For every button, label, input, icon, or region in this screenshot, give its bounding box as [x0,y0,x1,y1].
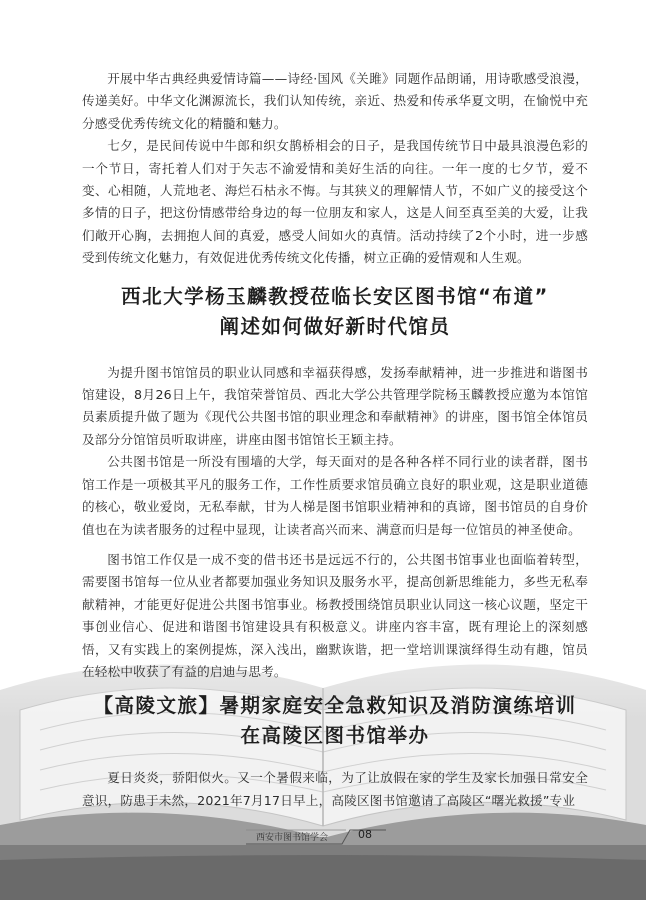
headline-line: 在高陵区图书馆举办 [240,724,430,748]
publisher-name: 西安市图书馆学会 [256,833,329,843]
headline-line: 西北大学杨玉麟教授莅临长安区图书馆“布道” [121,284,549,308]
article-column [82,68,588,812]
article-headline [82,691,588,751]
paragraph-gap [82,541,588,549]
body-paragraph: 七夕，是民间传说中牛郎和织女鹊桥相会的日子，是我国传统节日中最具浪漫色彩的一个节日，寄托着人们对于矢志不渝爱情和美好生活的向往。一年一度的七夕节，爱不变、心相随，人荒地老、海烂石枯永不悔。与其狭义的理解情人节，不如广义的接受这个多情的日子，把这份情感带给身边的每一位朋友和家人，这是人间至真至美的大爱，让我们敞开心胸，去拥抱人间的真爱，感受人间如火的真情。活动持续了2个小时，进一步感受到传统文化魅力，有效促进优秀传统文化传播，树立正确的爱情观和人生观。 [82,138,588,266]
body-paragraph: 开展中华古典经典爱情诗篇——诗经·国风《关雎》同题作品朗诵，用诗歌感受浪漫，传递美好。中华文化渊源流长，我们认知传统，亲近、热爱和传承华夏文明，在愉悦中充分感受优秀传统文化的精髓和魅力。 [82,71,588,131]
article-headline [82,282,588,342]
headline-line: 【高陵文旅】暑期家庭安全急救知识及消防演练培训 [93,694,577,718]
body-paragraph: 公共图书馆是一所没有围墙的大学，每天面对的是各种各样不同行业的读者群，图书馆工作是一项极其平凡的服务工作，工作性质要求馆员确立良好的职业观，这是职业道德的核心，敬业爱岗，无私奉献，甘为人梯是图书馆职业精神和的真谛，图书馆员的自身价值也在为读者服务的过程中显现，让读者高兴而来、满意而归是每一位馆员的神圣使命。 [82,454,588,537]
page-number: 08 [358,828,372,841]
body-paragraph: 图书馆工作仅是一成不变的借书还书是远远不行的，公共图书馆事业也面临着转型，需要图书馆每一位从业者都要加强业务知识及服务水平，提高创新思维能力，多些无私奉献精神，才能更好促进公共图书馆事业。杨教授围绕馆员职业认同这一核心议题，坚定干事创业信心、促进和谐图书馆建设具有积极意义。讲座内容丰富，既有理论上的深刻感悟，又有实践上的案例提炼，深入浅出，幽默诙谐，把一堂培训课演绎得生动有趣，馆员在轻松中收获了有益的启迪与思考。 [82,551,588,679]
body-paragraph: 夏日炎炎，骄阳似火。又一个暑假来临，为了让放假在家的学生及家长加强日常安全意识，防患于未然，2021年7月17日早上，高陵区图书馆邀请了高陵区“曙光救援”专业 [82,770,588,808]
headline-line: 阐述如何做好新时代馆员 [219,314,451,338]
page-footer [246,826,386,846]
body-paragraph: 为提升图书馆馆员的职业认同感和幸福获得感，发扬奉献精神，进一步推进和谐图书馆建设，8月26日上午，我馆荣誉馆员、西北大学公共管理学院杨玉麟教授应邀为本馆馆员素质提升做了题为《现代公共图书馆的职业理念和奉献精神》的讲座，图书馆全体馆员及部分分馆馆员听取讲座，讲座由图书馆馆长王颖主持。 [82,364,588,447]
